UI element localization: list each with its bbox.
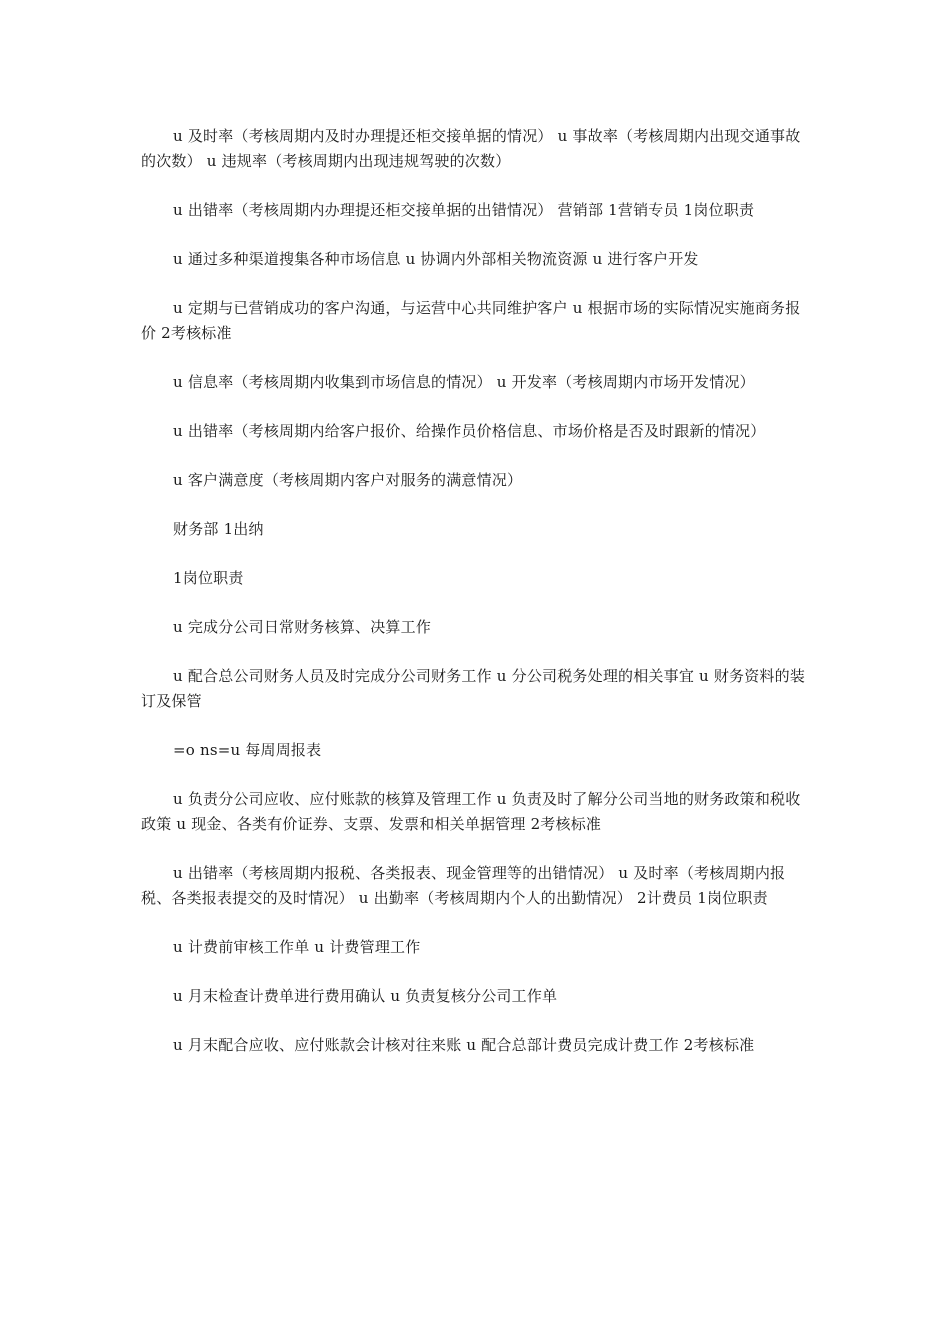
paragraph: u 客户满意度（考核周期内客户对服务的满意情况）: [173, 471, 523, 489]
section-heading-finance: 财务部 1出纳: [173, 520, 264, 538]
paragraph: u 月末检查计费单进行费用确认 u 负责复核分公司工作单: [173, 987, 558, 1005]
paragraph: u 负责分公司应收、应付账款的核算及管理工作 u 负责及时了解分公司当地的财务政策和税收政策 u 现金、各类有价证券、支票、发票和相关单据管理 2考核标准: [141, 790, 801, 833]
paragraph: u 出错率（考核周期内报税、各类报表、现金管理等的出错情况） u 及时率（考核周期内报税、各类报表提交的及时情况） u 出勤率（考核周期内个人的出勤情况） 2计费员 1岗位职责: [141, 864, 786, 907]
paragraph: u 配合总公司财务人员及时完成分公司财务工作 u 分公司税务处理的相关事宜 u 财务资料的装订及保管: [141, 667, 806, 710]
paragraph: =o ns=u 每周周报表: [173, 741, 322, 759]
paragraph: u 信息率（考核周期内收集到市场信息的情况） u 开发率（考核周期内市场开发情况）: [173, 373, 755, 391]
paragraph: u 出错率（考核周期内给客户报价、给操作员价格信息、市场价格是否及时跟新的情况）: [173, 422, 766, 440]
paragraph: u 定期与已营销成功的客户沟通，与运营中心共同维护客户 u 根据市场的实际情况实施商务报价 2考核标准: [141, 299, 801, 342]
paragraph: u 月末配合应收、应付账款会计核对往来账 u 配合总部计费员完成计费工作 2考核标准: [173, 1036, 755, 1054]
paragraph: u 出错率（考核周期内办理提还柜交接单据的出错情况） 营销部 1营销专员 1岗位职责: [173, 201, 755, 219]
paragraph: u 及时率（考核周期内及时办理提还柜交接单据的情况） u 事故率（考核周期内出现交通事故的次数） u 违规率（考核周期内出现违规驾驶的次数）: [141, 127, 801, 170]
document-body: [141, 124, 811, 1082]
paragraph: u 通过多种渠道搜集各种市场信息 u 协调内外部相关物流资源 u 进行客户开发: [173, 250, 699, 268]
paragraph: 1岗位职责: [173, 569, 244, 587]
paragraph: u 完成分公司日常财务核算、决算工作: [173, 618, 432, 636]
paragraph: u 计费前审核工作单 u 计费管理工作: [173, 938, 421, 956]
